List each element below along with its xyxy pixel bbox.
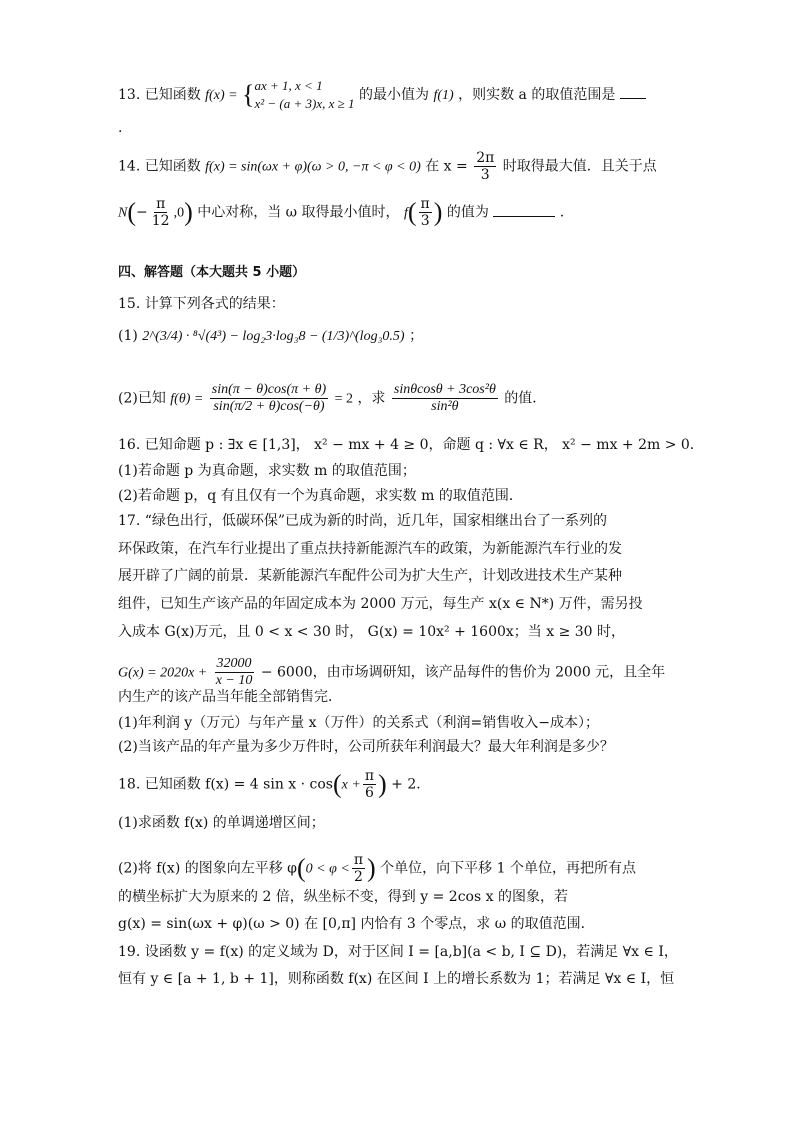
question-text: 中心对称，当 ω 取得最小值时， [197, 204, 400, 221]
numerator: π [364, 768, 375, 784]
answer-blank [620, 98, 646, 99]
question-15-part-1 [118, 326, 423, 347]
numerator: sinθcosθ + 3cos²θ [393, 382, 496, 397]
question-17-line: 组件，已知生产该产品的年固定成本为 2000 万元，每生产 x(x ∈ N*) 万件，需另投 [118, 596, 643, 612]
part-label: (2)已知 [118, 390, 166, 407]
numerator: 32000 [216, 656, 252, 671]
question-16: 16. 已知命题 p : ∃x ∈ [1,3]， x² − mx + 4 ≥ 0，命题 q : ∀x ∈ R， x² − mx + 2m > 0． [118, 437, 704, 453]
section-heading: 四、解答题（本大题共 5 小题） [118, 265, 306, 280]
numerator: π [353, 852, 364, 868]
question-text: 已知函数 [144, 158, 201, 175]
function-expression: f(x) = sin(ωx + φ)(ω > 0, −π < φ < 0) [205, 159, 421, 175]
question-19-line: 恒有 y ∈ [a + 1, b + 1]，则称函数 f(x) 在区间 I 上的增长系数为 1；若满足 ∀x ∈ I，恒 [118, 971, 675, 987]
function-label: f [403, 205, 408, 221]
question-18-line: 的横坐标扩大为原来的 2 倍，纵坐标不变，得到 y = 2cos x 的图象，若 [118, 889, 568, 905]
question-17-part-1: (1)年利润 y（万元）与年产量 x（万件）的关系式（利润=销售收入−成本）； [118, 715, 599, 731]
answer-blank [493, 216, 555, 217]
question-13-end: . [118, 120, 123, 136]
denominator: 6 [364, 785, 374, 801]
function-label: f(x) = [205, 88, 238, 103]
question-text: 时取得最大值．且关于点 [502, 158, 657, 175]
question-text: 已知函数 [144, 87, 201, 103]
fraction [392, 382, 498, 415]
question-17: 17. “绿色出行，低碳环保”已成为新的时尚，近几年，国家相继出台了一系列的 [118, 513, 608, 529]
fraction [150, 196, 172, 229]
question-text: + 2． [391, 776, 431, 793]
question-18-part-1: (1)求函数 f(x) 的单调递增区间； [118, 815, 325, 831]
question-19: 19. 设函数 y = f(x) 的定义域为 D，对于区间 I = [a,b](a < b, I ⊆ D)，若满足 ∀x ∈ I， [118, 944, 678, 960]
fraction [363, 768, 376, 801]
question-text: ，则实数 a 的取值范围是 [458, 87, 616, 103]
question-text: ，求 [357, 390, 386, 407]
fraction [474, 150, 496, 183]
math-expression: 2^(3/4) · ⁸√(4³) − log₂3·log₃8 − (1/3)^(log₃0.5) [142, 329, 405, 344]
point-label: N [118, 205, 128, 221]
case-1: ax + 1, x < 1 [254, 78, 323, 93]
question-text: 的值为 [446, 204, 489, 221]
question-text: 在 x = [425, 158, 468, 175]
numerator: sin(π − θ)cos(π + θ) [211, 382, 327, 397]
question-text: − 6000，由市场调研知，该产品每件的售价为 2000 元，且全年 [260, 664, 666, 681]
numerator: π [156, 196, 166, 212]
question-text: . [559, 204, 565, 221]
question-14-line-2: N(− $\frac{\pi}{12}$ ,0) 中心对称，当 ω 取得最小值时， f( $\frac{\pi}{3}$ ) 的值为 . [118, 196, 565, 229]
question-18: 18. 已知函数 f(x) = 4 sin x · cos(x + $\frac{\pi}{6}$ ) + 2． [118, 768, 431, 801]
point-coordinate: ,0 [173, 205, 185, 221]
left-brace: { [242, 80, 255, 109]
question-13 [118, 77, 646, 113]
question-15: 15. 计算下列各式的结果： [118, 296, 285, 312]
fraction [210, 382, 328, 415]
numerator: π [420, 196, 430, 212]
denominator: sin²θ [431, 399, 459, 414]
math-expression: G(x) = 2020x + [118, 665, 208, 681]
question-18-part-2: (2)将 f(x) 的图象向左平移 φ(0 < φ < $\frac{\pi}{2}$ ) 个单位，向下平移 1 个单位，再把所有点 [118, 852, 636, 885]
case-2: x² − (a + 3)x, x ≥ 1 [254, 96, 355, 111]
equation: = 2 [334, 391, 353, 407]
question-17-part-2: (2)当该产品的年产量为多少万件时，公司所获年利润最大？最大年利润是多少？ [118, 739, 614, 755]
piecewise-function [242, 77, 355, 113]
question-number: 13. [118, 87, 141, 103]
denominator: 2 [353, 869, 363, 885]
function-value: f(1) [433, 88, 454, 103]
question-16-part-1: (1)若命题 p 为真命题，求实数 m 的取值范围； [118, 463, 416, 479]
question-text: 个单位，向下平移 1 个单位，再把所有点 [380, 860, 636, 877]
question-text: (2)将 f(x) 的图象向左平移 φ [118, 860, 297, 877]
denominator: 3 [480, 167, 490, 183]
question-17-line: 入成本 G(x)万元，且 0 < x < 30 时， G(x) = 10x² + 1600x；当 x ≥ 30 时， [118, 624, 626, 640]
denominator: 3 [420, 213, 430, 229]
fraction [214, 656, 255, 689]
denominator: sin(π/2 + θ)cos(−θ) [213, 399, 325, 414]
part-label: (1) [118, 328, 138, 344]
question-text: 的最小值为 [358, 87, 429, 103]
question-18-line: g(x) = sin(ωx + φ)(ω > 0) 在 [0,π] 内恰有 3 个零点，求 ω 的取值范围． [118, 916, 595, 932]
fraction [352, 852, 365, 885]
denominator: x − 10 [215, 673, 253, 688]
question-number: 14. [118, 158, 141, 175]
question-17-line: 内生产的该产品当年能全部销售完． [118, 689, 342, 705]
question-text: ； [409, 328, 424, 344]
denominator: 12 [151, 213, 170, 229]
numerator: 2π [476, 150, 495, 166]
question-15-part-2 [118, 382, 546, 415]
question-17-line: 展开辟了广阔的前景．某新能源汽车配件公司为扩大生产，计划改进技术生产某种 [118, 568, 622, 584]
fraction [419, 196, 432, 229]
question-17-line: 环保政策，在汽车行业提出了重点扶持新能源汽车的政策，为新能源汽车行业的发 [118, 541, 622, 557]
question-17-line [118, 656, 665, 689]
question-text: 的值． [504, 390, 547, 407]
question-text: 18. 已知函数 f(x) = 4 sin x · cos [118, 776, 333, 793]
question-16-part-2: (2)若命题 p，q 有且仅有一个为真命题，求实数 m 的取值范围． [118, 488, 523, 504]
function-label: f(θ) = [170, 391, 204, 407]
question-14 [118, 150, 657, 183]
